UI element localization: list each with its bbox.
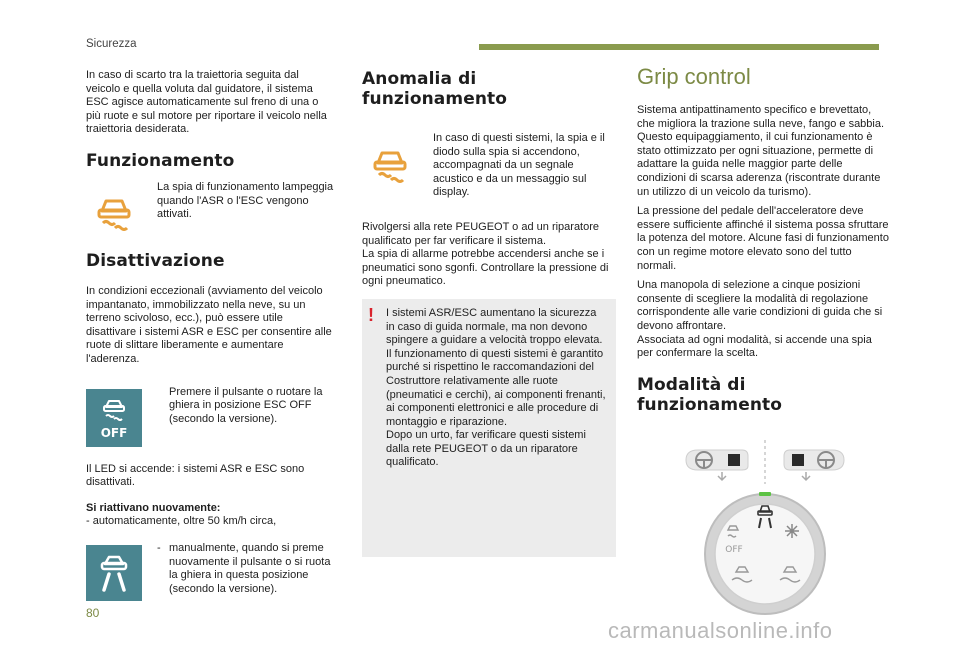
warning-paragraph: Dopo un urto, far verificare questi sistemi dalla rete PEUGEOT o da un riparatore qualificato. bbox=[386, 429, 586, 469]
esc-off-label: OFF bbox=[100, 425, 128, 440]
grip-paragraph-5: Associata ad ogni modalità, si accende una spia per confermare la scelta. bbox=[637, 333, 872, 360]
column-left bbox=[86, 69, 336, 601]
grip-paragraph-2: Questo equipaggiamento, il cui funzionamento è stato ottimizzato per ogni situazione, permette di adattare la guida nelle maggior parte delle condizioni di scarsa aderenza (riscontrate durante un utilizzo di un veicolo da turismo). bbox=[637, 131, 881, 198]
funzionamento-text: La spia di funzionamento lampeggia quando l'ASR o l'ESC vengono attivati. bbox=[157, 180, 334, 221]
warning-exclamation-icon: ! bbox=[368, 304, 374, 325]
anomalia-text-2: La spia di allarme potrebbe accendersi anche se i pneumatici sono sgonfi. Controllare la pressione di ogni pneumatico. bbox=[362, 248, 609, 288]
asr-esc-fault-icon bbox=[362, 137, 418, 193]
anomalia-row bbox=[362, 132, 616, 200]
esc-off-button-icon bbox=[86, 389, 142, 447]
anomalia-icon-text: In caso di questi sistemi, la spia e il diodo sulla spia si accendono, accompagnati da un segnale acustico e da un messaggio sul display. bbox=[433, 132, 605, 199]
section-title-disattivazione: Disattivazione bbox=[86, 250, 225, 271]
reactivate-item-manual bbox=[157, 542, 336, 596]
disattivazione-text: In condizioni eccezionali (avviamento del veicolo impantanato, immobilizzato nella neve, su un terreno scivoloso, ecc.), può essere utile disattivare i sistemi ASR e ESC per consentire alle ruote di slittare liberamente e aumentare l'aderenza. bbox=[86, 284, 332, 365]
intro-paragraph: In caso di scarto tra la traiettoria seguita dal veicolo e quella voluta dal guidatore, il sistema ESC agisce automaticamente sul freno di una o più ruote e sul motore per riportare il veicolo nella traiettoria desiderata. bbox=[86, 69, 327, 136]
arrow-bullet-icon bbox=[157, 386, 169, 427]
grip-paragraph-4: Una manopola di selezione a cinque posizioni consente di scegliere la modalità di regolazione corrispondente alle varie condizioni di guida che si devono affrontare. bbox=[637, 279, 883, 332]
section-title-modalita: Modalità di funzionamento bbox=[637, 374, 783, 415]
section-title-anomalia: Anomalia di funzionamento bbox=[362, 69, 508, 109]
reactivate-item-manual-text: manualmente, quando si preme nuovamente il pulsante o si ruota la ghiera in questa posizione (secondo la versione). bbox=[169, 541, 331, 595]
section-title-funzionamento: Funzionamento bbox=[86, 150, 235, 171]
header-section-label: Sicurezza bbox=[86, 38, 137, 50]
disattivazione-step-text: Premere il pulsante o ruotare la ghiera in posizione ESC OFF (secondo la versione). bbox=[169, 385, 323, 425]
grip-control-dial-illustration bbox=[680, 440, 850, 620]
watermark: carmanualsonline.info bbox=[608, 618, 833, 643]
traction-control-icon bbox=[86, 545, 142, 601]
page-number: 80 bbox=[86, 606, 100, 620]
column-middle bbox=[362, 69, 616, 557]
dash-bullet: - bbox=[157, 541, 161, 554]
warning-paragraph: I sistemi ASR/ESC aumentano la sicurezza in caso di guida normale, ma non devono spingere a guidare a velocità troppo elevata. bbox=[386, 306, 603, 347]
reactivate-item-auto: - automaticamente, oltre 50 km/h circa, bbox=[86, 515, 277, 528]
warning-note-text bbox=[386, 307, 606, 549]
reactivate-title: Si riattivano nuovamente: bbox=[86, 501, 221, 514]
led-text: Il LED si accende: i sistemi ASR e ESC sono disattivati. bbox=[86, 462, 305, 489]
grip-paragraph-1: Sistema antipattinamento specifico e brevettato, che migliora la trazione sulla neve, fango e sabbia. bbox=[637, 104, 885, 130]
warning-paragraph: Il funzionamento di questi sistemi è garantito purché si rispettino le raccomandazioni del Costruttore relativamente alle ruote (pneumatici e cerchi), ai componenti frenanti, ai componenti elettronici e alle procedure di montaggio e riparazione. bbox=[386, 347, 606, 428]
funzionamento-row bbox=[86, 180, 336, 241]
dial-off-label: OFF bbox=[725, 545, 743, 555]
warning-note bbox=[362, 299, 616, 557]
disattivazione-step-row bbox=[86, 385, 336, 447]
header-accent-rule bbox=[479, 44, 879, 50]
disattivazione-step bbox=[157, 386, 336, 427]
anomalia-text-1: Rivolgersi alla rete PEUGEOT o ad un riparatore qualificato per far verificare il sistema. bbox=[362, 220, 600, 247]
column-right bbox=[637, 64, 889, 415]
reactivate-manual-row bbox=[86, 541, 336, 601]
chapter-title-grip-control: Grip control bbox=[637, 64, 751, 89]
asr-esc-warning-icon bbox=[86, 185, 142, 241]
grip-paragraph-3: La pressione del pedale dell'acceleratore deve essere sufficiente affinché il sistema possa sfruttare la potenza del motore. Alcune fasi di funzionamento con un regime motore elevato sono del tutto normali. bbox=[637, 205, 889, 272]
